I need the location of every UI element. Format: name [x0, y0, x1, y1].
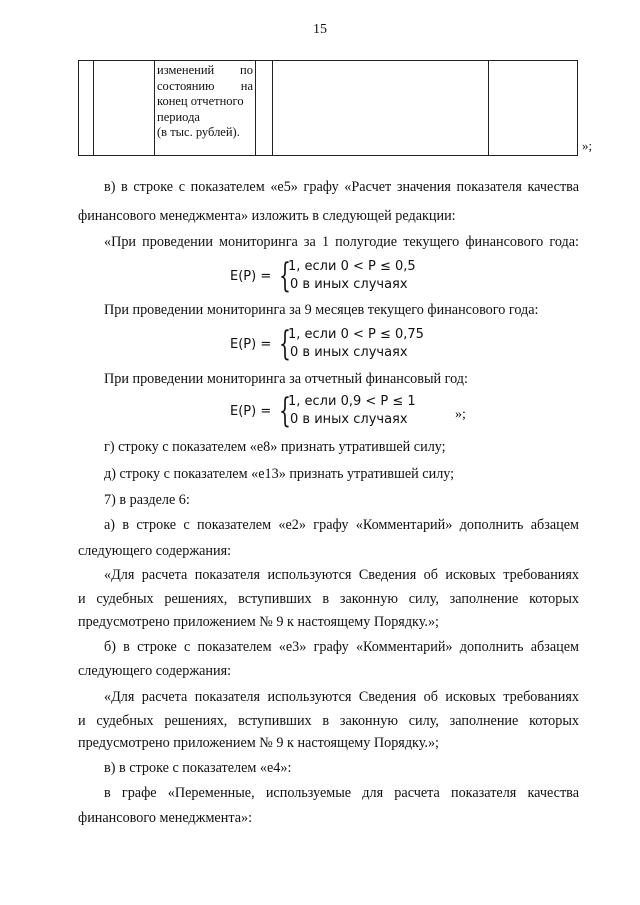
paragraph-a-line1: а) в строке с показателем «е2» графу «Комментарий» дополнить абзацем: [104, 517, 579, 533]
cell-line: состоянию на: [157, 78, 253, 93]
formula-case-2: 0 в иных случаях: [290, 345, 408, 360]
table-closing-mark: »;: [582, 138, 593, 153]
quote-2-line2: и судебных решениях, вступивших в законную силу, заполнение которых: [78, 713, 579, 729]
quote-2-line3: предусмотрено приложением № 9 к настоящему Порядку.»;: [78, 735, 439, 751]
cell-line: (в тыс. рублей).: [157, 125, 240, 139]
table-fragment: [78, 60, 578, 156]
formula-brace: {: [279, 391, 291, 431]
paragraph-v-line1: в) в строке с показателем «е5» графу «Расчет значения показателя качества: [104, 179, 579, 195]
paragraph-half-year: «При проведении мониторинга за 1 полугодие текущего финансового года:: [104, 234, 579, 250]
table-cell-empty: [489, 61, 578, 156]
table-cell-empty: [256, 61, 273, 156]
paragraph-nine-months: При проведении мониторинга за 9 месяцев текущего финансового года:: [104, 302, 539, 318]
page-number: 15: [313, 22, 327, 37]
paragraph-v-line2: финансового менеджмента» изложить в следующей редакции:: [78, 208, 456, 224]
formula-case-2: 0 в иных случаях: [290, 412, 408, 427]
paragraph-grafe-line1: в графе «Переменные, используемые для расчета показателя качества: [104, 785, 579, 801]
formula-case-1: 1, если 0 < P ≤ 0,5: [288, 259, 416, 274]
paragraph-grafe-line2: финансового менеджмента»:: [78, 810, 253, 826]
formula-brace: {: [279, 324, 291, 364]
paragraph-a-line2: следующего содержания:: [78, 543, 232, 559]
cell-line: конец отчетного: [157, 94, 244, 108]
quote-2-line1: «Для расчета показателя используются Сведения об исковых требованиях: [104, 689, 579, 705]
quote-1-line2: и судебных решениях, вступивших в законную силу, заполнение которых: [78, 591, 579, 607]
table-cell-indicator-text: [155, 61, 256, 156]
formula-lhs: E(P) =: [230, 337, 272, 352]
table-cell-empty: [94, 61, 155, 156]
formula-closing-mark: »;: [455, 407, 466, 422]
formula-case-2: 0 в иных случаях: [290, 277, 408, 292]
paragraph-reporting-year: При проведении мониторинга за отчетный финансовый год:: [104, 371, 468, 387]
table-cell-empty: [79, 61, 94, 156]
formula-lhs: E(P) =: [230, 269, 272, 284]
formula-brace: {: [279, 256, 291, 296]
paragraph-b-line2: следующего содержания:: [78, 663, 232, 679]
paragraph-d: д) строку с показателем «е13» признать утратившей силу;: [104, 466, 455, 482]
table-row: [79, 61, 578, 156]
formula-case-1: 1, если 0 < P ≤ 0,75: [288, 327, 424, 342]
paragraph-b-line1: б) в строке с показателем «е3» графу «Комментарий» дополнить абзацем: [104, 639, 579, 655]
table-cell-empty: [273, 61, 489, 156]
paragraph-7: 7) в разделе 6:: [104, 492, 190, 508]
cell-line: периода: [157, 109, 200, 124]
formula-lhs: E(P) =: [230, 404, 272, 419]
paragraph-g: г) строку с показателем «е8» признать утратившей силу;: [104, 439, 446, 455]
cell-line: изменений по: [157, 63, 253, 77]
quote-1-line1: «Для расчета показателя используются Сведения об исковых требованиях: [104, 567, 579, 583]
formula-case-1: 1, если 0,9 < P ≤ 1: [288, 394, 416, 409]
paragraph-v2: в) в строке с показателем «е4»:: [104, 760, 292, 776]
quote-1-line3: предусмотрено приложением № 9 к настоящему Порядку.»;: [78, 614, 439, 630]
